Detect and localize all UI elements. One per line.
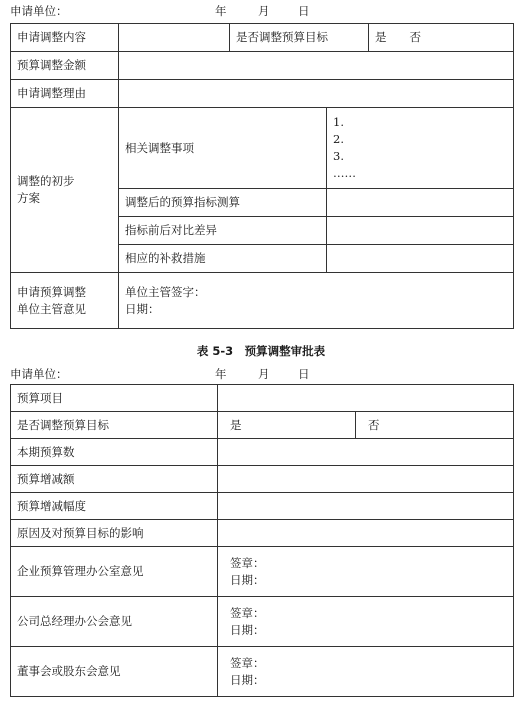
current-budget-label: 本期预算数 (11, 439, 218, 466)
adjust-target-question-2: 是否调整预算目标 (11, 412, 218, 439)
reason-label: 申请调整理由 (11, 80, 119, 108)
plan-label: 调整的初步 方案 (11, 108, 119, 273)
increase-amount-label: 预算增减额 (11, 466, 218, 493)
office-opinion-value (218, 547, 514, 597)
date-year-2: 年 (215, 367, 227, 381)
seal-label: 签章： (230, 655, 265, 670)
project-label: 预算项目 (11, 385, 218, 412)
adjust-approval-table (10, 384, 514, 697)
date-label: 日期： (230, 622, 265, 637)
yes-option: 是 (218, 412, 356, 439)
unit-opinion-value (119, 273, 514, 329)
date-year: 年 (215, 4, 227, 18)
unit-opinion-label: 申请预算调整 单位主管意见 (11, 273, 119, 329)
increase-amount-value (218, 466, 514, 493)
after-adjust-value (327, 189, 514, 217)
amount-label: 预算调整金额 (11, 52, 119, 80)
office-opinion-label: 企业预算管理办公室意见 (11, 547, 218, 597)
applicant-label-2: 申请单位： (10, 367, 68, 381)
date-month-2: 月 (258, 367, 270, 381)
increase-rate-label: 预算增减幅度 (11, 493, 218, 520)
board-opinion-label: 董事会或股东会意见 (11, 647, 218, 697)
date-day-2: 日 (298, 367, 310, 381)
remedy-label: 相应的补救措施 (119, 245, 327, 273)
date-day: 日 (298, 4, 310, 18)
list-item: 3. (333, 149, 344, 163)
diff-value (327, 217, 514, 245)
date-label: 日期： (230, 672, 265, 687)
yes-no-options: 是 否 (369, 24, 514, 52)
amount-value (119, 52, 514, 80)
reason-effect-value (218, 520, 514, 547)
adjust-content-label: 申请调整内容 (11, 24, 119, 52)
adjust-application-table (10, 23, 514, 329)
gm-opinion-value (218, 597, 514, 647)
reason-effect-label: 原因及对预算目标的影响 (11, 520, 218, 547)
current-budget-value (218, 439, 514, 466)
after-adjust-label: 调整后的预算指标测算 (119, 189, 327, 217)
increase-rate-value (218, 493, 514, 520)
project-value (218, 385, 514, 412)
remedy-value (327, 245, 514, 273)
seal-label: 签章： (230, 555, 265, 570)
adjust-target-question: 是否调整预算目标 (230, 24, 369, 52)
board-opinion-value (218, 647, 514, 697)
diff-label: 指标前后对比差异 (119, 217, 327, 245)
list-item: …… (333, 166, 356, 180)
adjust-content-value (119, 24, 230, 52)
list-item: 1. (333, 115, 344, 129)
table-title: 表 5-3 预算调整审批表 (196, 344, 326, 358)
seal-label: 签章： (230, 605, 265, 620)
gm-opinion-label: 公司总经理办公会意见 (11, 597, 218, 647)
related-items-label: 相关调整事项 (119, 108, 327, 189)
date-label: 日期： (230, 572, 265, 587)
reason-value (119, 80, 514, 108)
related-items-list (327, 108, 514, 189)
date-month: 月 (258, 4, 270, 18)
list-item: 2. (333, 132, 344, 146)
applicant-label: 申请单位： (10, 4, 68, 18)
no-option: 否 (356, 412, 514, 439)
supervisor-sign-label: 单位主管签字： (125, 284, 206, 299)
date-label: 日期： (125, 301, 160, 316)
